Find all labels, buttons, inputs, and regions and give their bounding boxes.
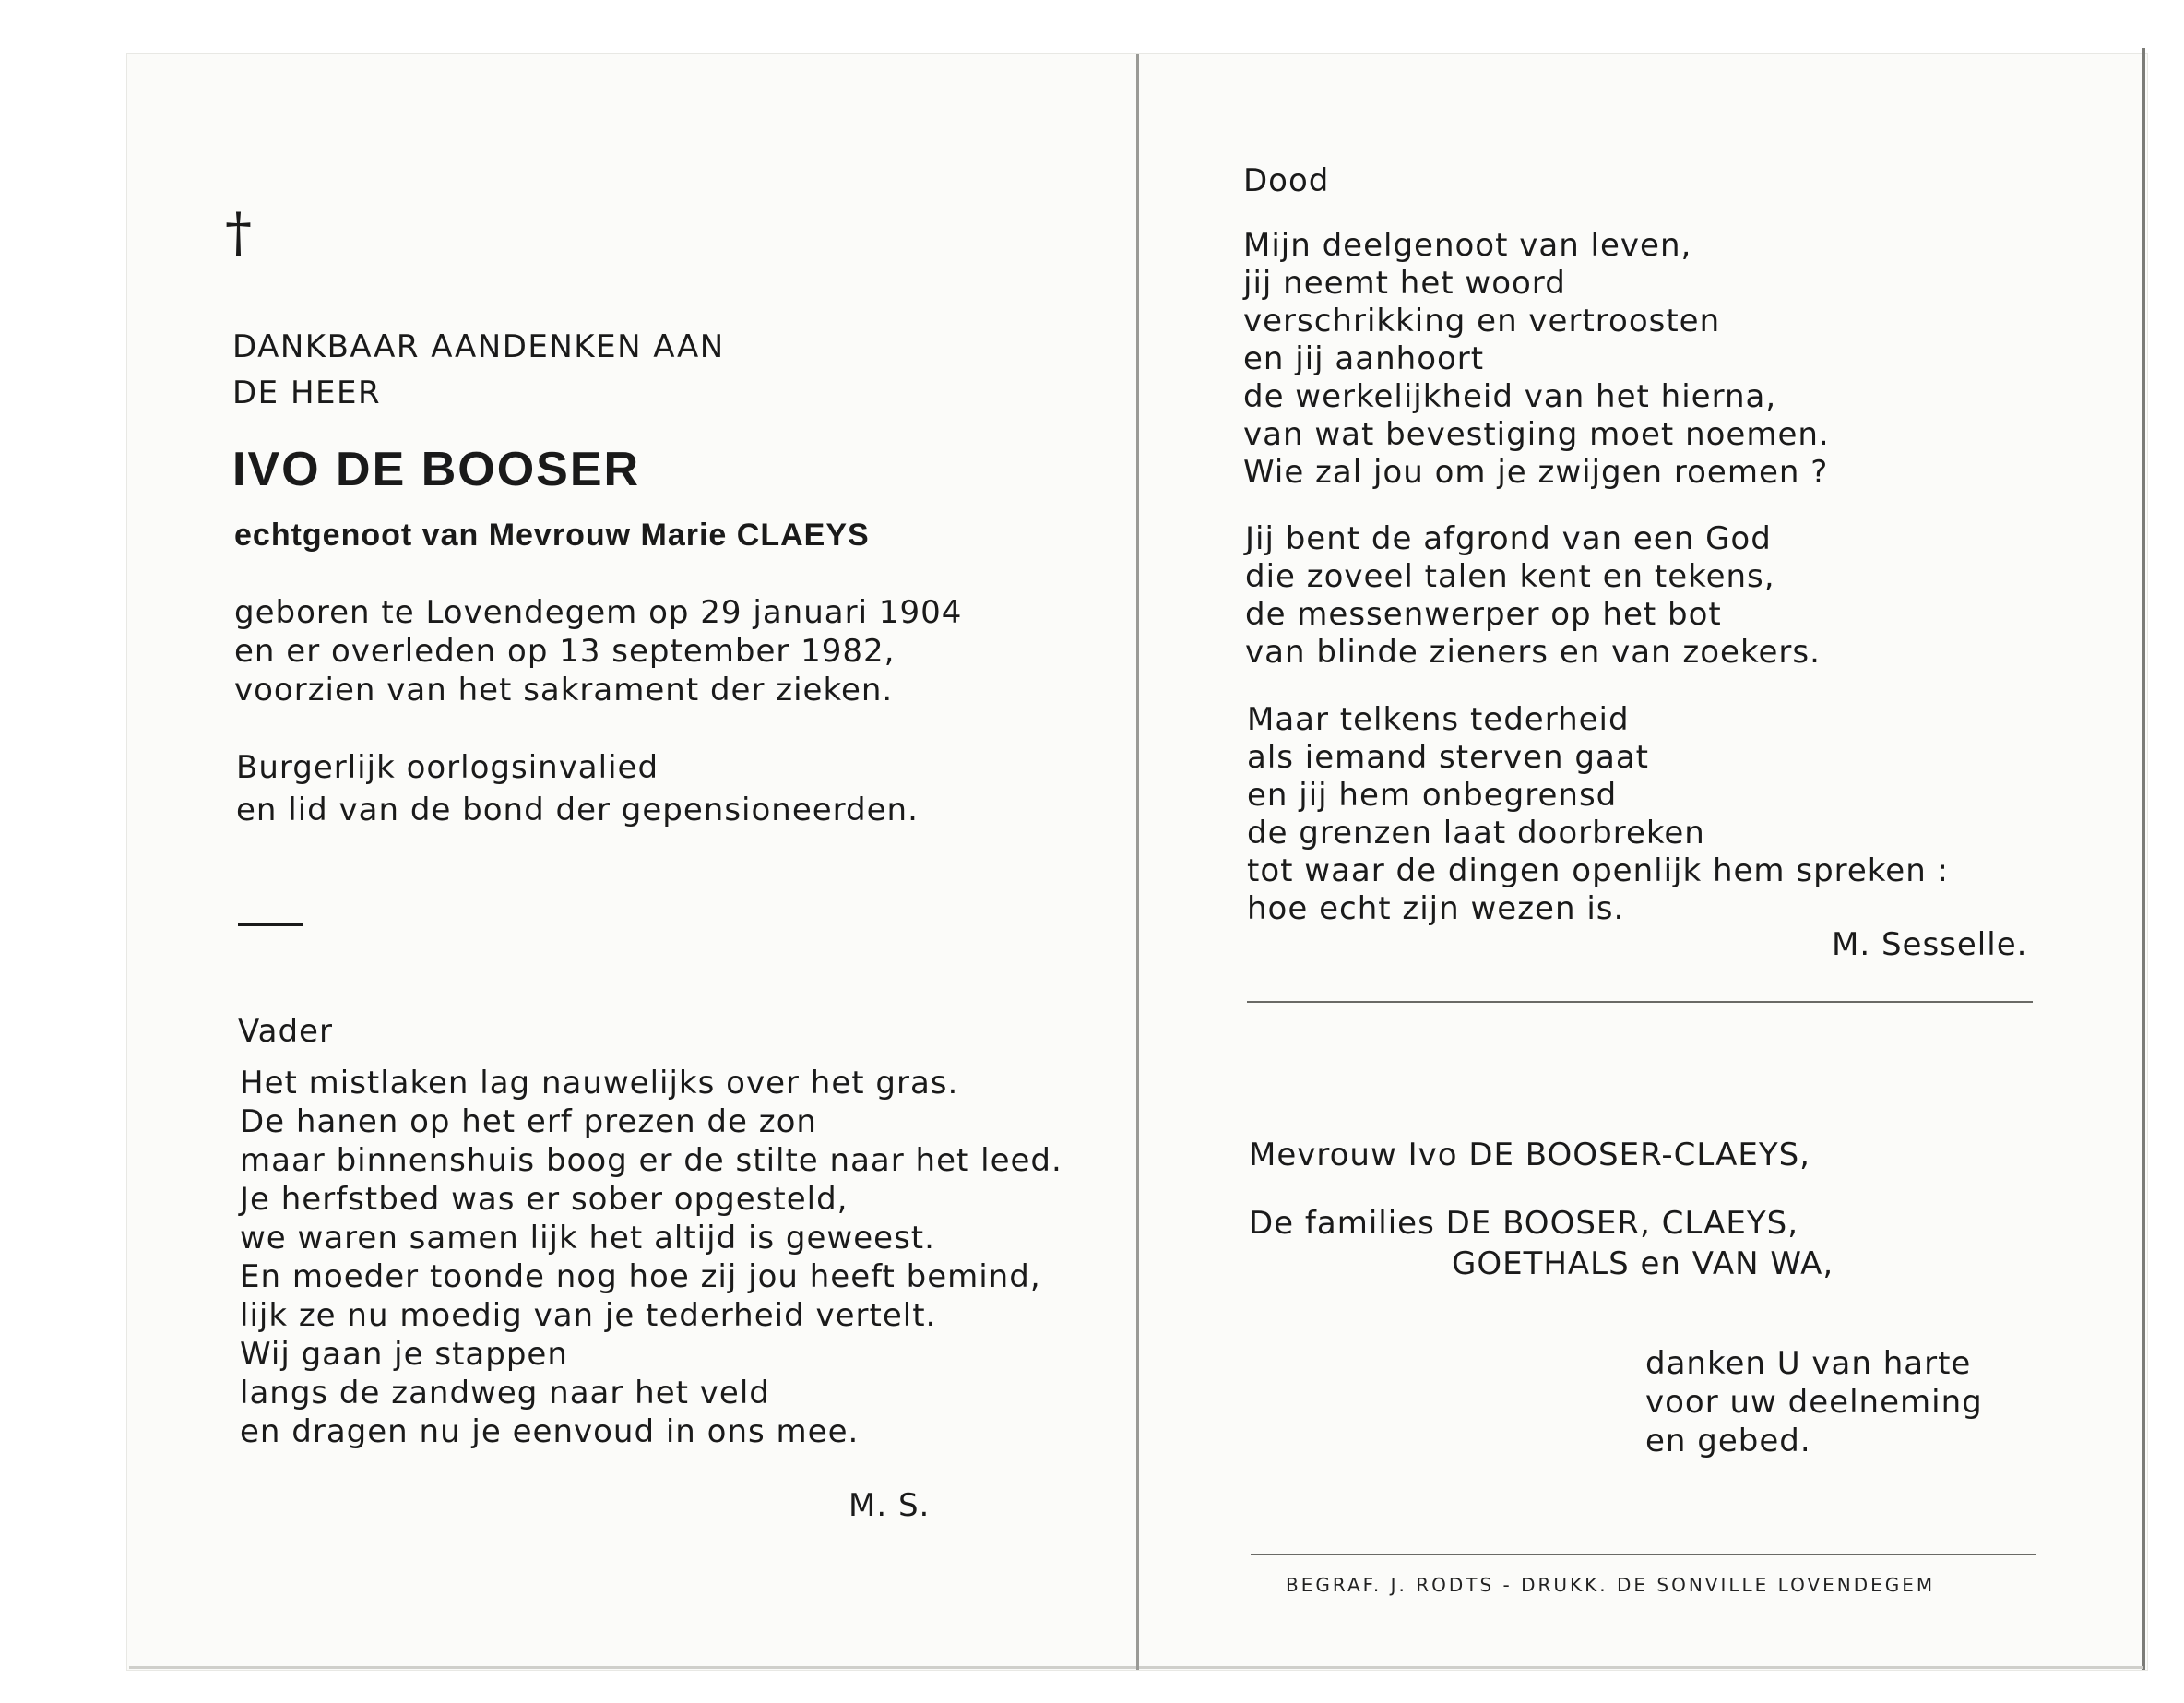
poem-line: En moeder toonde nog hoe zij jou heeft bemind, [240, 1258, 1041, 1295]
poem-line: de messenwerper op het bot [1245, 596, 1722, 633]
poem-line: jij neemt het woord [1243, 265, 1566, 302]
poem-line: De hanen op het erf prezen de zon [240, 1103, 817, 1140]
poem-line: lijk ze nu moedig van je tederheid vertelt. [240, 1297, 937, 1334]
poem-line: hoe echt zijn wezen is. [1247, 890, 1625, 927]
poem-line: van wat bevestiging moet noemen. [1243, 416, 1830, 453]
poem-line: en jij hem onbegrensd [1247, 777, 1618, 814]
poem-line: Mijn deelgenoot van leven, [1243, 227, 1692, 264]
family-line-3: GOETHALS en VAN WA, [1452, 1245, 1834, 1282]
poem-line: Wij gaan je stappen [240, 1336, 568, 1373]
poem-line: langs de zandweg naar het veld [240, 1375, 770, 1411]
thanks-line: voor uw deelneming [1645, 1384, 1983, 1421]
poem-line: Je herfstbed was er sober opgesteld, [240, 1181, 849, 1218]
separator-dash [238, 923, 303, 926]
poem-line: Wie zal jou om je zwijgen roemen ? [1243, 454, 1829, 491]
birth-line-2: en er overleden op 13 september 1982, [234, 633, 896, 670]
poem-author-right: M. Sesselle. [1832, 926, 2028, 963]
poem-line: we waren samen lijk het altijd is geweest. [240, 1220, 935, 1256]
poem-line: van blinde zieners en van zoekers. [1245, 634, 1821, 671]
poem-line: tot waar de dingen openlijk hem spreken : [1247, 852, 1950, 889]
heading-line-2: DE HEER [232, 375, 382, 411]
thanks-line: danken U van harte [1645, 1345, 1972, 1382]
separator-rule-top [1247, 1001, 2033, 1003]
status-line-2: en lid van de bond der gepensioneerden. [236, 792, 919, 828]
poem-line: de werkelijkheid van het hierna, [1243, 378, 1777, 415]
printer-credit: BEGRAF. J. RODTS - DRUKK. DE SONVILLE LOVENDEGEM [1286, 1574, 1936, 1596]
card-fold-line [1136, 54, 1139, 1670]
birth-line-3: voorzien van het sakrament der zieken. [234, 672, 894, 709]
family-line-2: De families DE BOOSER, CLAEYS, [1249, 1205, 1798, 1242]
poem-line: en jij aanhoort [1243, 340, 1485, 377]
separator-rule-bottom [1251, 1554, 2036, 1555]
birth-line-1: geboren te Lovendegem op 29 januari 1904 [234, 594, 963, 631]
poem-title-vader: Vader [238, 1013, 333, 1050]
poem-line: verschrikking en vertroosten [1243, 303, 1721, 339]
poem-line: Het mistlaken lag nauwelijks over het gras. [240, 1065, 959, 1102]
right-panel [1140, 0, 2145, 1703]
poem-line: Jij bent de afgrond van een God [1245, 520, 1772, 557]
status-line-1: Burgerlijk oorlogsinvalied [236, 749, 659, 786]
deceased-name: IVO DE BOOSER [232, 443, 641, 496]
poem-title-dood: Dood [1243, 162, 1330, 199]
poem-line: Maar telkens tederheid [1247, 701, 1630, 738]
poem-line: de grenzen laat doorbreken [1247, 815, 1705, 852]
cross-icon: † [225, 201, 252, 264]
heading-line-1: DANKBAAR AANDENKEN AAN [232, 328, 725, 365]
poem-line: die zoveel talen kent en tekens, [1245, 558, 1775, 595]
poem-line: als iemand sterven gaat [1247, 739, 1649, 776]
poem-line: en dragen nu je eenvoud in ons mee. [240, 1413, 860, 1450]
poem-author-left: M. S. [849, 1487, 931, 1524]
family-line-1: Mevrouw Ivo DE BOOSER-CLAEYS, [1249, 1137, 1810, 1173]
spouse-line: echtgenoot van Mevrouw Marie CLAEYS [234, 518, 870, 553]
thanks-line: en gebed. [1645, 1423, 1811, 1459]
poem-line: maar binnenshuis boog er de stilte naar het leed. [240, 1142, 1062, 1179]
